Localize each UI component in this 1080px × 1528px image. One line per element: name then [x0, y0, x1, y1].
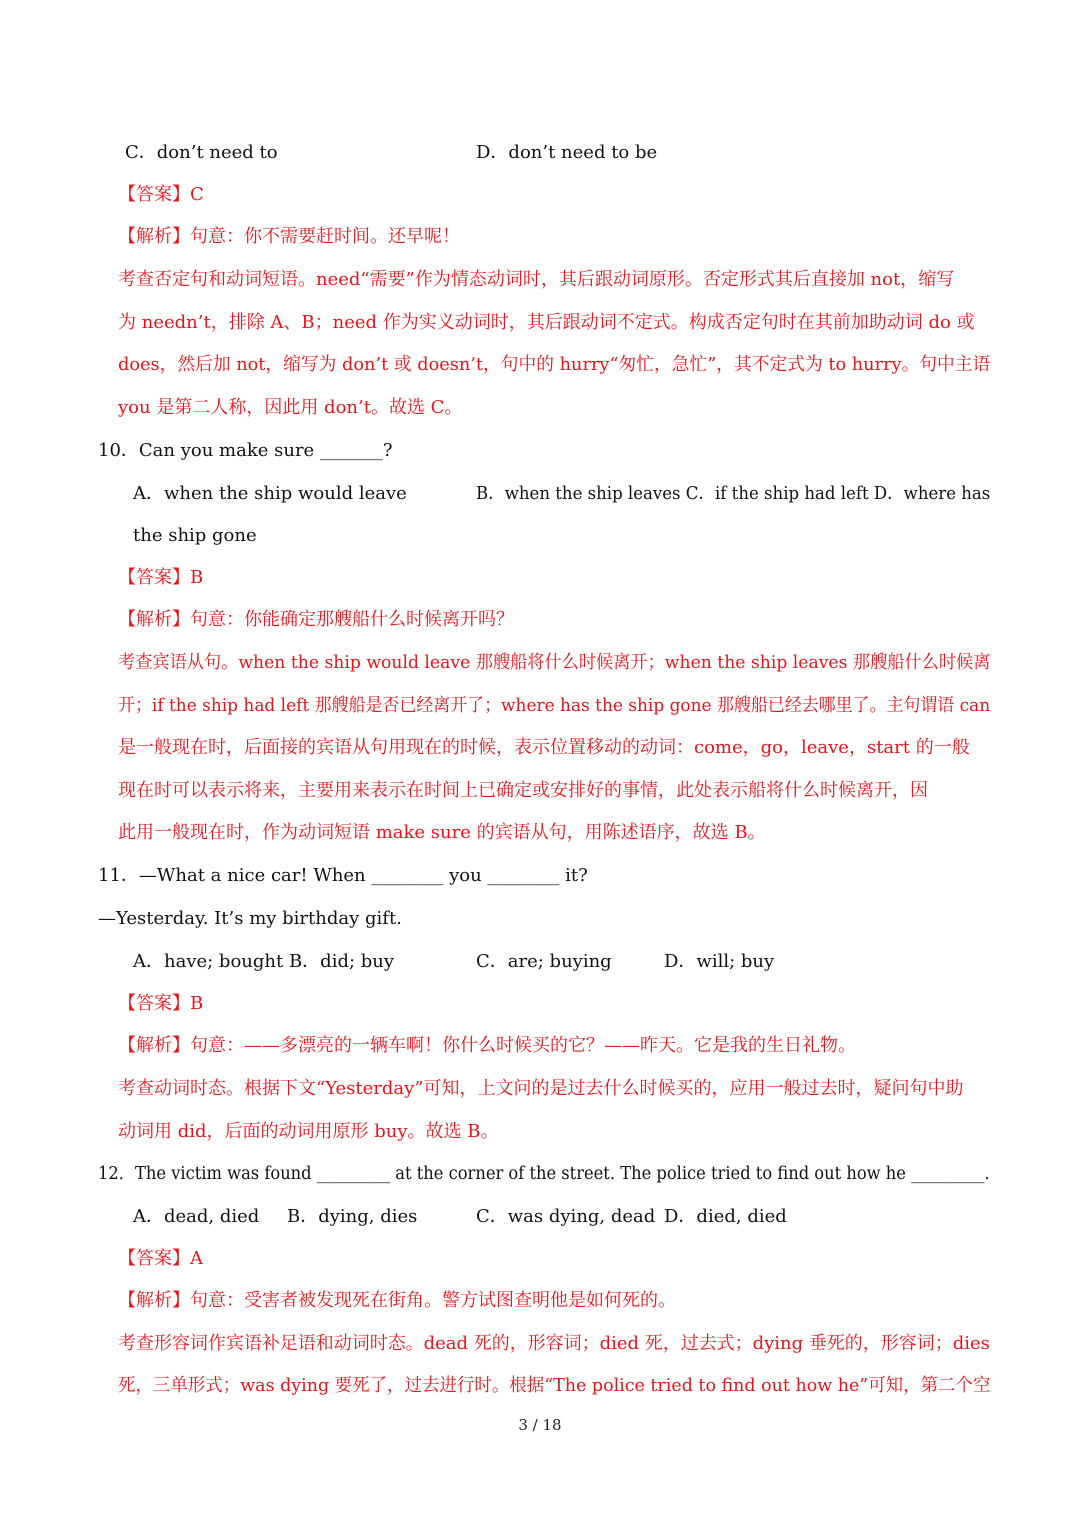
analysis-line: 死，三单形式；was dying 要死了，过去进行时。根据“The police tried to find out how he”可知，第二个空 [118, 1375, 991, 1396]
answer-label: 【答案】C [118, 184, 204, 205]
answer-label: 【答案】B [118, 993, 204, 1014]
question-stem: 10．Can you make sure _______? [98, 440, 393, 461]
analysis-line: 开；if the ship had left 那艘船是否已经离开了；where has the ship gone 那艘船已经去哪里了。主句谓语 can [118, 695, 991, 716]
analysis-line: 【解析】句意：受害者被发现死在街角。警方试图查明他是如何死的。 [118, 1290, 676, 1311]
option-bcd: B．when the ship leaves C．if the ship had left D．where has [476, 483, 991, 504]
option-c: C．are; buying [476, 951, 612, 972]
option-d: D．will; buy [664, 951, 775, 972]
analysis-line: does，然后加 not，缩写为 don’t 或 doesn’t，句中的 hurry“匆忙，急忙”，其不定式为 to hurry。句中主语 [118, 354, 991, 375]
option-c: C．was dying, dead [476, 1206, 656, 1227]
analysis-line: 【解析】句意：你能确定那艘船什么时候离开吗？ [118, 609, 514, 630]
analysis-line: 考查动词时态。根据下文“Yesterday”可知，上文问的是过去什么时候买的，应用一般过去时，疑问句中助 [118, 1078, 964, 1099]
option-c: C．don’t need to [125, 142, 278, 163]
analysis-line: 为 needn’t，排除 A、B；need 作为实义动词时，其后跟动词不定式。构成否定句时在其前加助动词 do 或 [118, 312, 975, 333]
analysis-line: 考查否定句和动词短语。need“需要”作为情态动词时，其后跟动词原形。否定形式其后直接加 not，缩写 [118, 269, 955, 290]
analysis-line: 此用一般现在时，作为动词短语 make sure 的宾语从句，用陈述语序，故选 B。 [118, 822, 766, 843]
option-d: D．don’t need to be [476, 142, 658, 163]
question-stem: 11．—What a nice car! When ________ you ________ it? [98, 865, 588, 886]
option-continuation: the ship gone [133, 525, 257, 546]
analysis-line: 是一般现在时，后面接的宾语从句用现在的时候，表示位置移动的动词：come，go，leave，start 的一般 [118, 737, 970, 758]
answer-label: 【答案】B [118, 567, 204, 588]
option-a: A．when the ship would leave [133, 483, 407, 504]
question-stem-reply: —Yesterday. It’s my birthday gift. [98, 908, 402, 929]
option-b: B．dying, dies [287, 1206, 418, 1227]
analysis-line: 动词用 did，后面的动词用原形 buy。故选 B。 [118, 1121, 499, 1142]
page-number: 3 / 18 [518, 1416, 562, 1434]
answer-label: 【答案】A [118, 1248, 203, 1269]
option-d: D．died, died [664, 1206, 787, 1227]
analysis-line: 考查形容词作宾语补足语和动词时态。dead 死的，形容词；died 死，过去式；dying 垂死的，形容词；dies [118, 1333, 990, 1354]
option-ab: A．have; bought B．did; buy [133, 951, 395, 972]
analysis-line: 【解析】句意：——多漂亮的一辆车啊！你什么时候买的它？——昨天。它是我的生日礼物。 [118, 1035, 856, 1056]
analysis-line: you 是第二人称，因此用 don’t。故选 C。 [118, 397, 463, 418]
analysis-line: 考查宾语从句。when the ship would leave 那艘船将什么时候离开；when the ship leaves 那艘船什么时候离 [118, 652, 991, 673]
option-a: A．dead, died [133, 1206, 260, 1227]
analysis-line: 现在时可以表示将来，主要用来表示在时间上已确定或安排好的事情，此处表示船将什么时候离开，因 [118, 780, 928, 801]
analysis-line: 【解析】句意：你不需要赶时间。还早呢！ [118, 226, 460, 247]
question-stem: 12．The victim was found _________ at the corner of the street. The police tried to find out how he _________. [98, 1164, 990, 1184]
